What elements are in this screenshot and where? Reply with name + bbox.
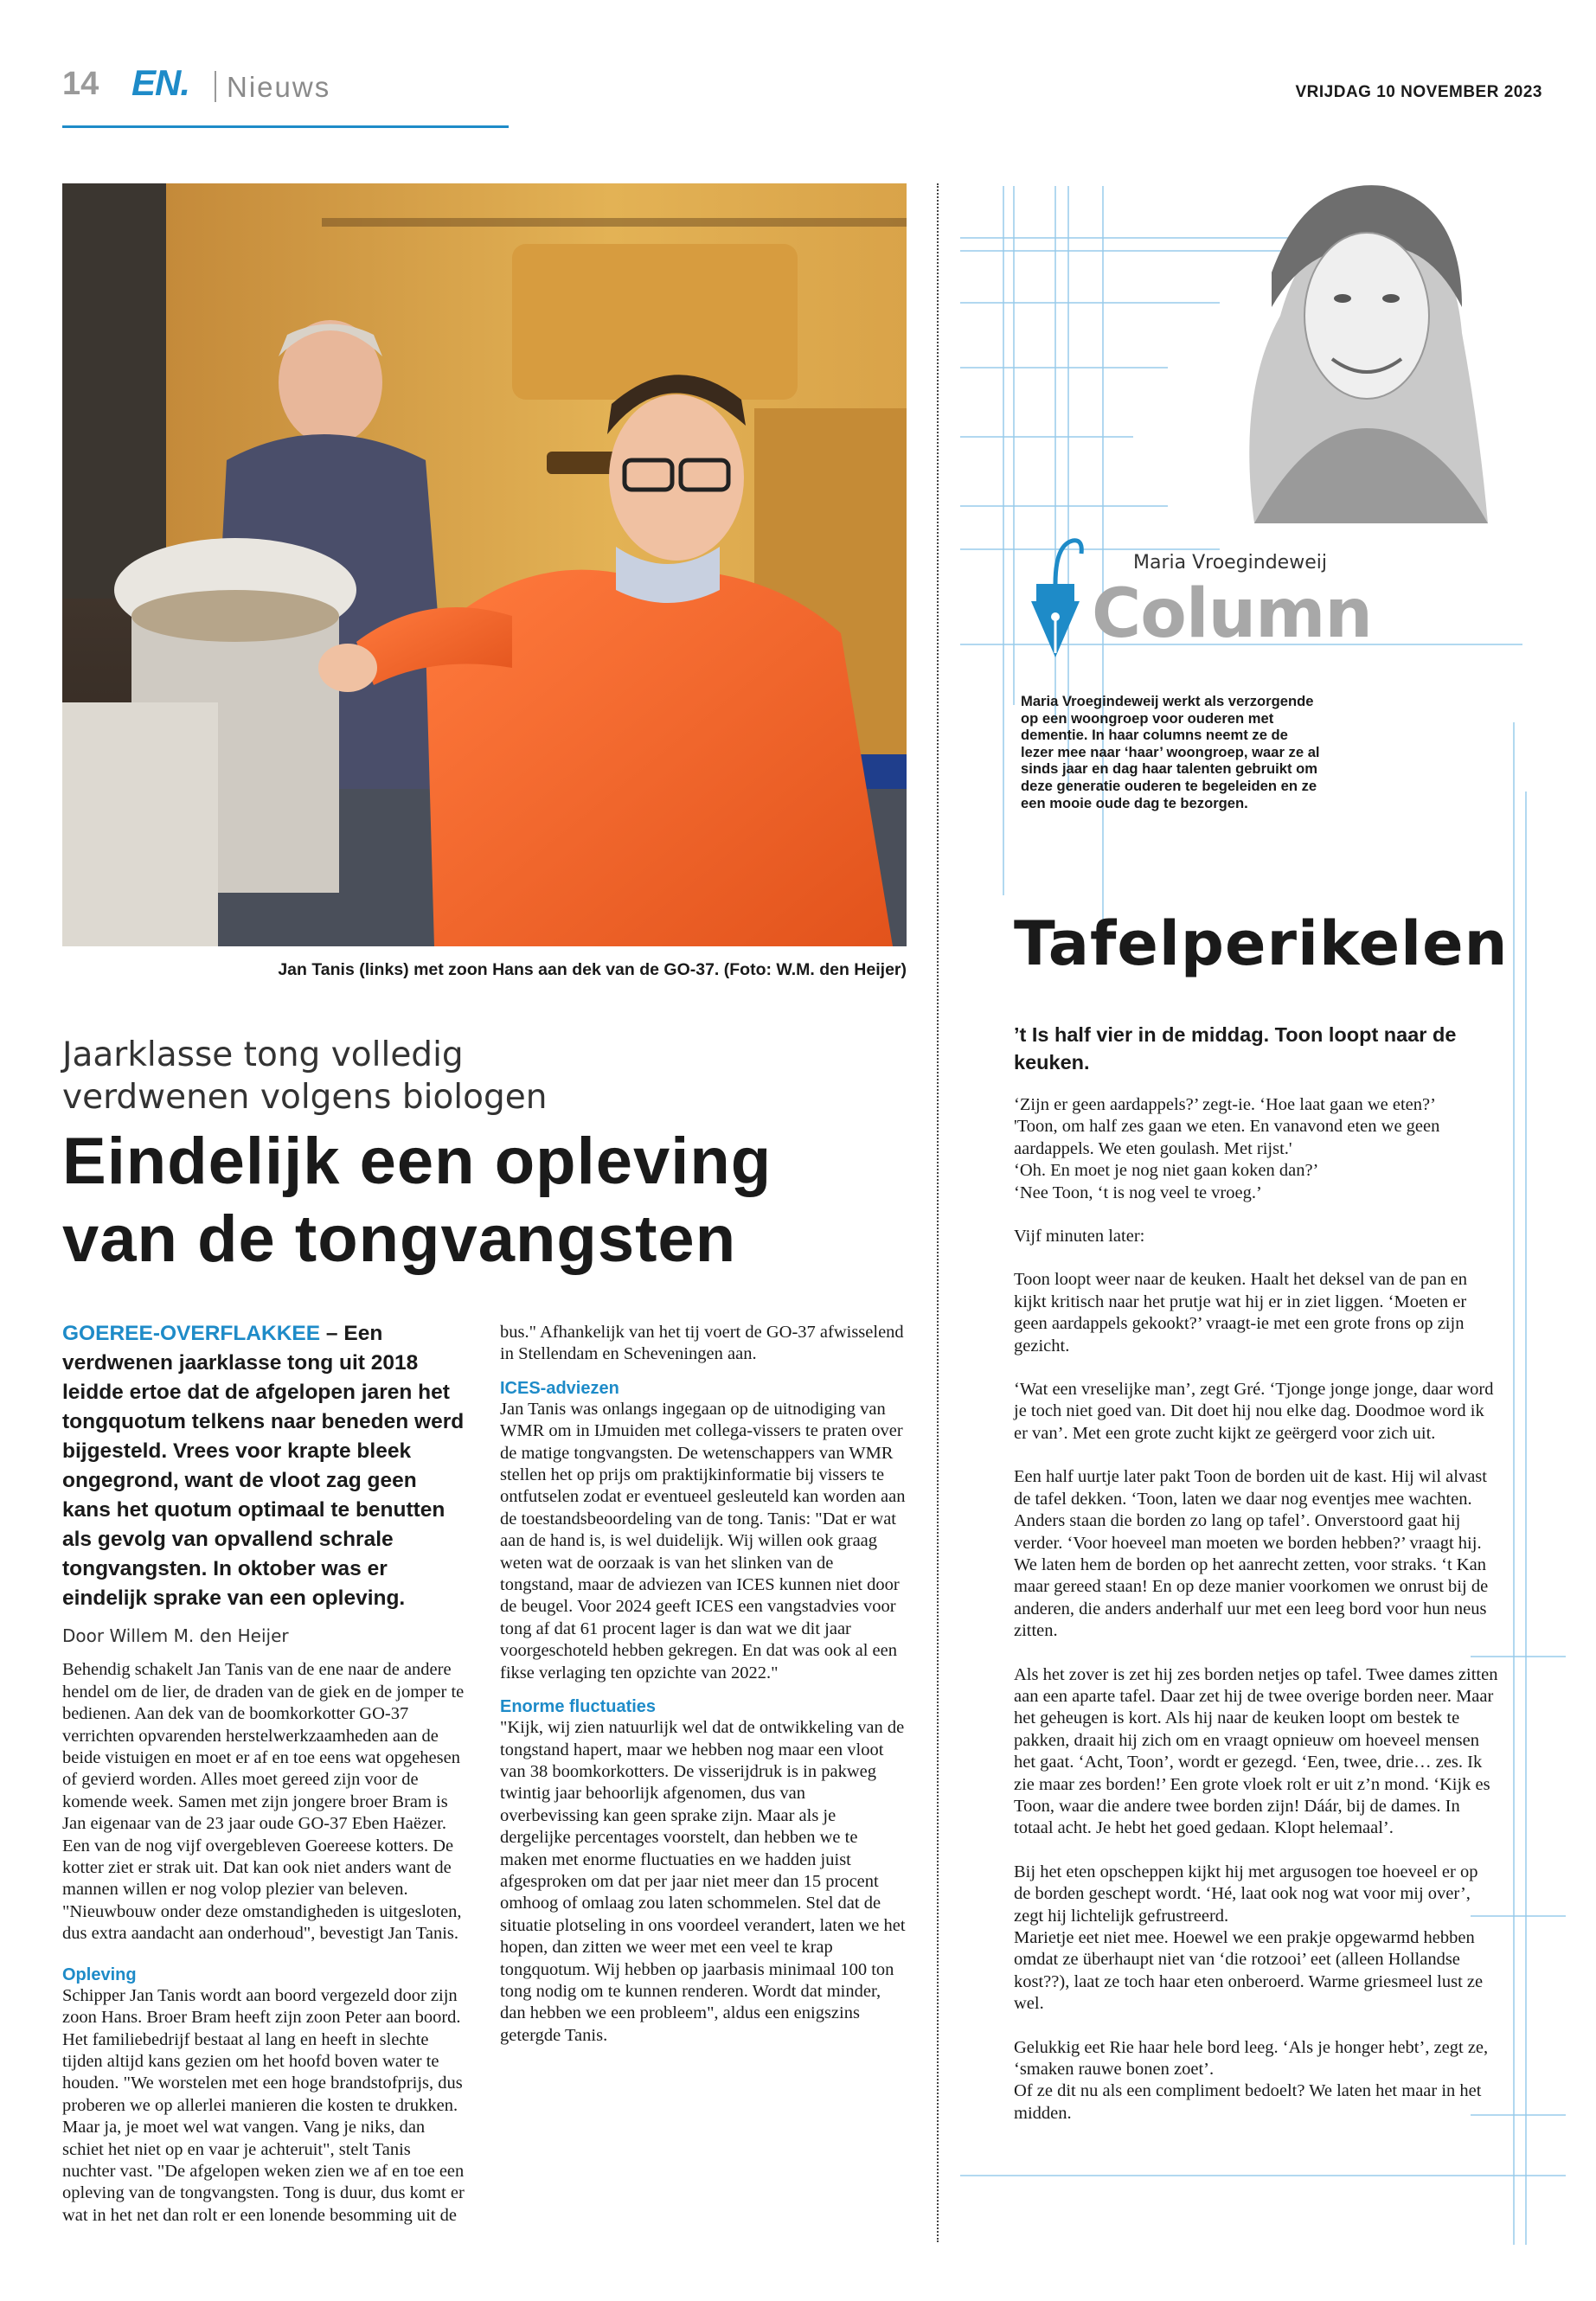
paragraph-line: Gelukkig eet Rie haar hele bord leeg. ‘Als je honger hebt’, zegt ze, ‘smaken rauwe bonen zoet’.: [1014, 2037, 1489, 2080]
column-paragraph: Vijf minuten later:: [1014, 1227, 1145, 1247]
newspaper-logo: EN.: [131, 62, 190, 103]
byline: Door Willem M. den Heijer: [62, 1625, 289, 1646]
dateline: GOEREE-OVERFLAKKEE: [62, 1322, 321, 1345]
header-rule: [62, 125, 509, 128]
dialogue-line: ‘Zijn er geen aardappels?’ zegt-ie. ‘Hoe laat gaan we eten?’: [1014, 1095, 1436, 1114]
article-column-1: [62, 1319, 467, 2239]
page-number: 14: [62, 66, 99, 102]
subheading: ICES-adviezen: [500, 1378, 619, 1398]
article-column-2-content: [500, 1322, 907, 2047]
column-intro: ’t Is half vier in de middag. Toon loopt naar de keuken.: [1014, 1023, 1457, 1074]
kicker-line: verdwenen volgens biologen: [62, 1078, 548, 1117]
article-headline: [62, 1123, 910, 1279]
dialogue-line: ‘Nee Toon, ‘t is nog veel te vroeg.’: [1014, 1183, 1262, 1202]
column-body: [1014, 1094, 1498, 2146]
intro-text: – Een verdwenen jaarklasse tong uit 2018 leidde ertoe dat de afgelopen jaren het tongquotum telkens naar beneden werd bijgesteld. Vrees voor krapte bleek ongegrond, want de vloot zag geen kans het quotum optimaal te benutten als gevolg van opvallend schrale tongvangsten. In oktober was er eindelijk sprake van een opleving.: [62, 1322, 465, 1610]
paragraph-continuation: bus." Afhankelijk van het tij voert de GO-37 afwisselend in Stellendam en Scheveningen aan.: [500, 1323, 904, 1364]
paragraph-line: Of ze dit nu als een compliment bedoelt? We laten het maar in het midden.: [1014, 2081, 1482, 2123]
article-paragraph: Jan Tanis was onlangs ingegaan op de uitnodiging van WMR om in IJmuiden met collega-vissers te praten over de matige tongvangsten. De wetenschappers van WMR stellen het op prijs om praktijkinformatie bij vissers te ontfutselen zodat er eventueel gesleuteld kan worden aan de toestandsbeoordeling van de tong. Tanis: "Dat er wat aan de hand is, is wel duidelijk. Wij willen ook graag weten wat de oorzaak is van het slinken van de tongstand, maar de adviezen van ICES kunnen niet door de beugel. Voor 2024 geeft ICES een vangstadvies voor tong af dat 61 procent lager is dan wat we dit jaar voorgeschoteld hebben gekregen. En dat was ook al een fikse verlaging ten opzichte van 2022.": [500, 1399, 906, 1682]
article-paragraph-continued: [500, 1322, 907, 1366]
subheading: Enorme fluctuaties: [500, 1697, 657, 1717]
fishermen-photo-illustration: [62, 183, 907, 946]
issue-date: VRIJDAG 10 NOVEMBER 2023: [1295, 83, 1542, 101]
kicker-line: Jaarklasse tong volledig: [62, 1035, 464, 1074]
dialogue-line: ‘Oh. En moet je nog niet gaan koken dan?’: [1014, 1161, 1319, 1181]
column-paragraph: Een half uurtje later pakt Toon de borden uit de kast. Hij wil alvast de tafel dekken. ‘Toon, laten we daar nog eventjes mee wachten. Anders staan die borden zo lang op tafel’. Onverstoord gaat hij verder. ‘Voor hoeveel man moeten we borden hebben?’ vraagt hij. We laten hem de borden op het aanrecht zetten, voor straks. ‘t Kan maar gereed staan! En op deze manier voorkomen we onrust bij de anderen, die anders anderhalf uur met een leeg bord voor hun neus zitten.: [1014, 1467, 1489, 1641]
section-label: Nieuws: [227, 71, 331, 103]
column-paragraph: Toon loopt weer naar de keuken. Haalt het deksel van de pan en kijkt kritisch naar het prutje wat hij er in ziet liggen. ‘Moeten er geen aardappels gekookt?’ vraagt-ie met een grote frons op zijn gezicht.: [1014, 1270, 1467, 1356]
paragraph-line: Bij het eten opscheppen kijkt hij met argusogen toe hoeveel er op de borden geschept wordt. ‘Hé, laat ook nog wat voor mij over’, zegt hij lichtelijk gefrustreerd.: [1014, 1862, 1478, 1926]
headline-line: van de tongvangsten: [62, 1202, 737, 1276]
dialogue-line: 'Toon, om half zes gaan we eten. En vanavond eten we geen aardappels. We eten goulash. Met rijst.': [1014, 1117, 1440, 1158]
article-intro: [62, 1319, 467, 1613]
article-photo: [62, 183, 907, 946]
column-title: Tafelperikelen: [1014, 908, 1509, 979]
column-author: Maria Vroegindeweij: [1133, 552, 1327, 574]
article-paragraph: "Kijk, wij zien natuurlijk wel dat de ontwikkeling van de tongstand hapert, maar we hebben nog maar een vloot van 38 boomkorkotters. De visserijdruk is in pakweg twintig jaar behoorlijk afgenomen, dus van overbevissing kan geen sprake zijn. Maar als je dergelijke percentages voorstelt, dan hebben we te maken met enorme fluctuaties en we hadden juist afgesproken om dat per jaar niet meer dan 15 procent omhoog of omlaag zou laten schommelen. Stel dat de situatie plotseling in ons voordeel verandert, laten we het hopen, dan zitten we weer met een veel te krap tongquotum. Wij hebben op jaarbasis minimaal 100 ton tong nodig om te kunnen renderen. Wordt dat minder, dan hebben we een probleem", aldus een enigszins getergde Tanis.: [500, 1718, 906, 2045]
column-paragraph: [1014, 1094, 1498, 1204]
headline-line: Eindelijk een opleving: [62, 1125, 772, 1198]
author-portrait: [1202, 169, 1497, 532]
article-kicker: [62, 1034, 910, 1118]
column-paragraph: [1014, 1862, 1498, 2016]
column-divider: [937, 183, 939, 2242]
photo-caption: Jan Tanis (links) met zoon Hans aan dek van de GO-37. (Foto: W.M. den Heijer): [278, 960, 907, 979]
header-separator: [215, 71, 216, 102]
column-paragraph: Als het zover is zet hij zes borden netjes op tafel. Twee dames zitten aan een aparte tafel. Daar zet hij de twee overige borden neer. Maar het geheugen is kort. Als hij naar de keuken loopt om bestek te pakken, draait hij zich om en vraagt opnieuw om hoeveel mensen het gaat. ‘Acht, Toon’, wordt er gezegd. ‘Een, twee, drie… zes. Ik zie maar zes borden!’ Een grote vloek rolt er uit z’n mond. ‘Kijk es Toon, waar die andere twee borden zijn! Dáár, bij de dames. In totaal acht. Je hebt het goed gedaan. Klopt helemaal’.: [1014, 1664, 1498, 1838]
article-paragraph: Behendig schakelt Jan Tanis van de ene naar de andere hendel om de lier, de draden van de giek en de jomper te bedienen. Aan dek van de boomkorkotter GO-37 verrichten opvarenden herstelwerkzaamheden aan de beide vistuigen en moet er af en toe eens wat opgehesen of gevierd worden. Alles moet gereed zijn voor de komende week. Samen met zijn jongere broer Bram is Jan eigenaar van de 23 jaar oude GO-37 Eben Haëzer. Een van de nog vijf overgebleven Goereese kotters. De kotter ziet er strak uit. Dat kan ook niet anders want de mannen willen er nog volop plezier van beleven. "Nieuwbouw onder deze omstandigheden is uitgesloten, dus extra aandacht aan onderhoud", bevestigt Jan Tanis.: [62, 1660, 465, 1944]
paragraph-line: Marietje eet niet mee. Hoewel we een prakje opgewarmd hebben omdat ze überhaupt niet van ‘die rotzooi’ eet (alleen Hollandse kost??), laat ze toch haar eten onberoerd. Warme griesmeel lust ze wel.: [1014, 1928, 1484, 2014]
column-paragraph: [1014, 2037, 1498, 2125]
column-paragraph: ‘Wat een vreselijke man’, zegt Gré. ‘Tjonge jonge jonge, daar word je toch niet goed van. Dit doet hij nou elke dag. Doodmoe word ik er van’. Met een grote zucht kijkt ze geërgerd voor zich uit.: [1014, 1380, 1494, 1443]
column-label: Column: [1092, 575, 1372, 653]
article-paragraph: Schipper Jan Tanis wordt aan boord vergezeld door zijn zoon Hans. Broer Bram heeft zijn zoon Peter aan boord. Het familiebedrijf bestaat al lang en heeft in slechte tijden altijd kans gezien om het hoofd boven water te houden. "We worstelen met een hoge brandstofprijs, dus proberen we op allerlei manieren die kosten te drukken. Maar ja, je moet wel wat vangen. Vang je niks, dan schiet het niet op en vaar je achteruit", stelt Tanis nuchter vast. "De afgelopen weken zien we af en toe een opleving van de tongvangsten. Tong is duur, dus komt er wat in het net dan rolt er een lonende besomming uit de: [62, 1985, 465, 2225]
fountain-pen-icon: [1021, 532, 1090, 662]
author-bio: Maria Vroegindeweij werkt als verzorgende op een woongroep voor ouderen met dementie. In haar columns neemt ze de lezer mee naar ‘haar’ woongroep, waar ze al sinds jaar en dag haar talenten gebruikt om deze generatie ouderen te begeleiden en ze een mooie oude dag te bezorgen.: [1021, 693, 1320, 811]
subheading: Opleving: [62, 1965, 137, 1984]
